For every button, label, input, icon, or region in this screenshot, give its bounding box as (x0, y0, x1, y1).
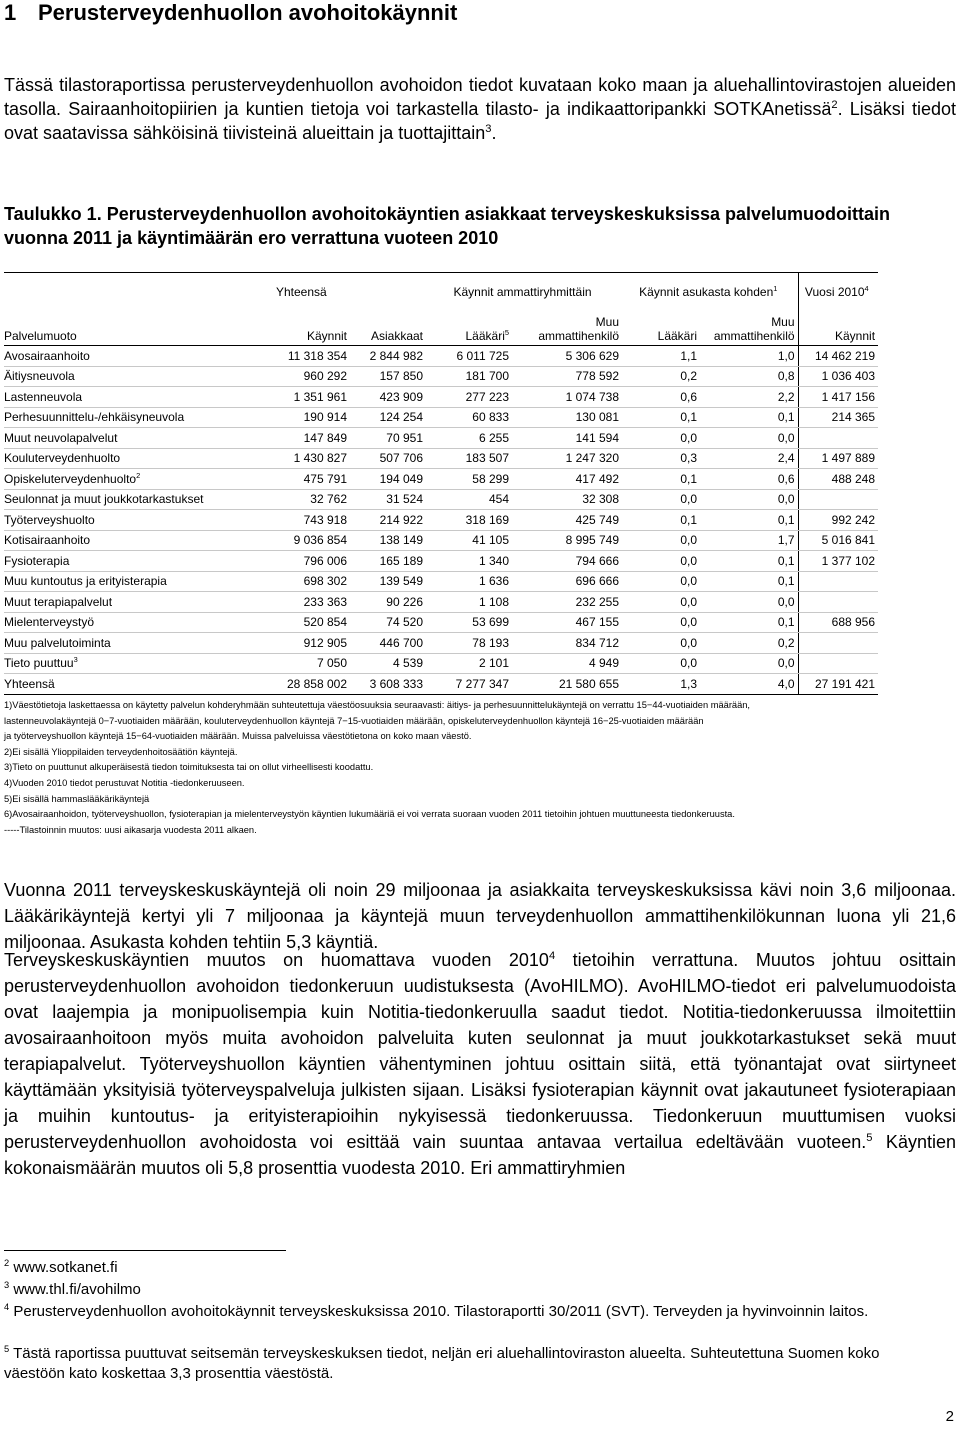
cell-visits-2010 (798, 571, 878, 592)
service-name: Työterveyshuolto (4, 510, 266, 531)
table-note: lastenneuvolakäyntejä 0−7-vuotiaiden määrään, kouluterveydenhuollon käyntejä 7−15-vuotiaiden määrään, opiskeluterveydenhuollon käyntejä 16−25-vuotiaiden määrään (4, 715, 704, 726)
cell-other-visits: 425 749 (512, 510, 622, 531)
column-header-row (4, 299, 878, 346)
cell-other-per-resident: 2,4 (700, 448, 798, 469)
footnote: $^3$ www.thl.fi/avohilmo (4, 1280, 141, 1298)
cell-doctor-per-resident: 0,0 (622, 551, 700, 572)
service-name: Muu kuntoutus ja erityisterapia (4, 571, 266, 592)
footnote-ref: 3 (485, 123, 492, 135)
cell-visits-2010 (798, 653, 878, 674)
statistics-table (4, 272, 878, 695)
cell-clients: 90 226 (350, 592, 426, 613)
cell-clients: 138 149 (350, 530, 426, 551)
service-name: Perhesuunnittelu-/ehkäisyneuvola (4, 407, 266, 428)
table-row (4, 469, 878, 490)
cell-doctor-visits: 277 223 (426, 387, 512, 408)
intro-paragraph (4, 73, 956, 145)
cell-visits-2010: 1 497 889 (798, 448, 878, 469)
group-header-per-resident: Käynnit asukasta kohden$^1$ (622, 273, 798, 300)
col-header-service: Palvelumuoto (4, 329, 77, 343)
service-name: Yhteensä (4, 674, 266, 695)
service-name: Muut terapiapalvelut (4, 592, 266, 613)
cell-other-per-resident: 0,8 (700, 366, 798, 387)
cell-doctor-visits: 7 277 347 (426, 674, 512, 695)
cell-doctor-per-resident: 0,0 (622, 530, 700, 551)
col-header-doctor-per-resident: Lääkäri (657, 329, 698, 343)
service-name: Seulonnat ja muut joukkotarkastukset (4, 489, 266, 510)
cell-other-visits: 794 666 (512, 551, 622, 572)
cell-clients: 157 850 (350, 366, 426, 387)
section-title: Perusterveydenhuollon avohoitokäynnit (38, 0, 458, 25)
section-heading (4, 0, 457, 26)
table-row (4, 571, 878, 592)
cell-doctor-visits: 60 833 (426, 407, 512, 428)
service-name: Kotisairaanhoito (4, 530, 266, 551)
intro-text-2: . Lisäksi tiedot ovat saatavissa sähköisinä tiivisteinä alueittain ja tuottajittain (4, 99, 957, 143)
cell-other-per-resident: 1,0 (700, 346, 798, 367)
service-name: Kouluterveydenhuolto (4, 448, 266, 469)
cell-visits-2010: 1 417 156 (798, 387, 878, 408)
table-note: ja työterveyshuollon käyntejä 15−64-vuotiaiden määrään. Muissa palveluissa väestötietona on koko maan väestö. (4, 731, 472, 742)
table-body (4, 346, 878, 695)
service-name: Fysioterapia (4, 551, 266, 572)
table-total-row (4, 674, 878, 695)
section-number: 1 (4, 0, 17, 25)
service-name: Muut neuvolapalvelut (4, 428, 266, 449)
page-number: 2 (945, 1408, 954, 1425)
table-row (4, 407, 878, 428)
cell-clients: 165 189 (350, 551, 426, 572)
cell-visits-2010: 1 377 102 (798, 551, 878, 572)
table-row (4, 346, 878, 367)
cell-doctor-visits: 318 169 (426, 510, 512, 531)
cell-doctor-visits: 2 101 (426, 653, 512, 674)
group-header-row (4, 273, 878, 300)
cell-other-per-resident: 0,1 (700, 571, 798, 592)
cell-other-visits: 778 592 (512, 366, 622, 387)
footnote-divider (4, 1250, 286, 1251)
table-row (4, 592, 878, 613)
cell-doctor-per-resident: 0,0 (622, 428, 700, 449)
cell-visits: 1 351 961 (266, 387, 350, 408)
cell-visits: 743 918 (266, 510, 350, 531)
cell-doctor-visits: 1 340 (426, 551, 512, 572)
cell-visits: 9 036 854 (266, 530, 350, 551)
cell-clients: 124 254 (350, 407, 426, 428)
cell-clients: 4 539 (350, 653, 426, 674)
cell-other-per-resident: 0,0 (700, 592, 798, 613)
footnote: $^5$ Tästä raportissa puuttuvat seitsemän terveyskeskuksen tiedot, neljän eri aluehallintoviraston alueelta. Suhteutettuna Suomen koko väestöön kato koskettaa 3,3 prosenttia väestöstä. (4, 1344, 880, 1382)
group-header-year-2010: Vuosi 2010$^4$ (798, 273, 878, 300)
cell-doctor-per-resident: 0,1 (622, 510, 700, 531)
cell-visits: 796 006 (266, 551, 350, 572)
cell-visits: 520 854 (266, 612, 350, 633)
table-row (4, 510, 878, 531)
cell-other-per-resident: 0,1 (700, 551, 798, 572)
cell-doctor-per-resident: 0,6 (622, 387, 700, 408)
cell-doctor-visits: 183 507 (426, 448, 512, 469)
cell-other-visits: 32 308 (512, 489, 622, 510)
cell-doctor-per-resident: 1,3 (622, 674, 700, 695)
cell-visits: 912 905 (266, 633, 350, 654)
group-header-by-profession: Käynnit ammattiryhmittäin (426, 273, 622, 300)
cell-visits-2010: 992 242 (798, 510, 878, 531)
table-row (4, 530, 878, 551)
cell-visits: 28 858 002 (266, 674, 350, 695)
cell-clients: 214 922 (350, 510, 426, 531)
cell-other-visits: 4 949 (512, 653, 622, 674)
table-caption: Taulukko 1. Perusterveydenhuollon avohoitokäyntien asiakkaat terveyskeskuksissa palvelumuodoittain vuonna 2011 ja käyntimäärän ero verrattuna vuoteen 2010 (4, 204, 890, 248)
table-note: 6)Avosairaanhoidon, työterveyshuollon, fysioterapian ja mielenterveystyön käyntien lukumääriä ei voi verrata suoraan vuoden 2011 tietoihin johtuen muuttuneesta tiedonkeruusta. (4, 809, 735, 820)
cell-clients: 194 049 (350, 469, 426, 490)
paragraph-2: Terveyskeskuskäyntien muutos on huomattava vuoden 2010$^4$ tietoihin verrattuna. Muutos johtuu osittain perusterveydenhuollon avohoidon tiedonkeruun uudistuksesta (AvoHILMO). AvoHILMO-tiedot eri palvelumuodoista ovat laajempia ja monipuolisempia kuin Notitia-tiedonkeruulla saadut tiedot. Notitia-tiedonkeruussa ilmoitettiin avosairaanhoitoon myös muita avohoidon palveluita kuten seulonnat ja muut joukkotarkastukset sekä muut terapiapalvelut. Työterveyshuollon käyntien vähentyminen johtuu osittain siitä, että työnantajat ovat siirtyneet käyttämään yksityisiä työterveyspalveluja julkisten sijaan. Lisäksi fysioterapian käynnit ovat jakautuneet fysioterapiaan ja muihin kuntoutus- ja erityisterapioihin nykyisessä tiedonkeruussa. Tiedonkeruun muuttumisen vuoksi perusterveydenhuollon avohoidosta voi esittää vain suuntaa antavaa vertailua edeltävään vuoteen.$^5$ Käyntien kokonaismäärän muutos oli 5,8 prosenttia vuodesta 2010. Eri ammattiryhmien (4, 950, 956, 1178)
cell-other-visits: 5 306 629 (512, 346, 622, 367)
service-name: Opiskeluterveydenhuolto$^2$ (4, 469, 266, 490)
intro-text: Tässä tilastoraportissa perusterveydenhuollon avohoidon tiedot kuvataan koko maan ja aluehallintovirastojen alueiden tasolla. Sairaanhoitopiirien ja kuntien tietoja voi tarkastella tilasto- ja indikaattoripankki SOTKAnetissä (4, 75, 956, 119)
cell-other-visits: 21 580 655 (512, 674, 622, 695)
table-note: 2)Ei sisällä Ylioppilaiden terveydenhoitosäätiön käyntejä. (4, 746, 238, 757)
cell-other-visits: 130 081 (512, 407, 622, 428)
cell-doctor-visits: 41 105 (426, 530, 512, 551)
table-row (4, 633, 878, 654)
cell-other-visits: 417 492 (512, 469, 622, 490)
cell-doctor-per-resident: 0,1 (622, 407, 700, 428)
table-row (4, 489, 878, 510)
cell-doctor-per-resident: 0,0 (622, 633, 700, 654)
table-notes (4, 698, 904, 838)
cell-clients: 3 608 333 (350, 674, 426, 695)
cell-doctor-per-resident: 0,0 (622, 489, 700, 510)
cell-visits: 960 292 (266, 366, 350, 387)
cell-doctor-per-resident: 0,0 (622, 571, 700, 592)
cell-visits: 147 849 (266, 428, 350, 449)
cell-visits: 11 318 354 (266, 346, 350, 367)
cell-visits: 190 914 (266, 407, 350, 428)
cell-visits: 233 363 (266, 592, 350, 613)
col-header-visits: Käynnit (306, 329, 347, 343)
col-header-doctor: Lääkäri$^5$ (465, 328, 509, 343)
group-header-total: Yhteensä (266, 273, 426, 300)
cell-visits-2010: 688 956 (798, 612, 878, 633)
cell-other-per-resident: 0,0 (700, 489, 798, 510)
cell-clients: 70 951 (350, 428, 426, 449)
cell-other-per-resident: 0,0 (700, 653, 798, 674)
cell-other-per-resident: 4,0 (700, 674, 798, 695)
cell-clients: 2 844 982 (350, 346, 426, 367)
cell-visits-2010: 5 016 841 (798, 530, 878, 551)
footnote-ref: 4 (548, 950, 556, 962)
table-row (4, 653, 878, 674)
table-note: 5)Ei sisällä hammaslääkärikäyntejä (4, 793, 150, 804)
cell-doctor-visits: 1 636 (426, 571, 512, 592)
cell-doctor-per-resident: 0,1 (622, 469, 700, 490)
cell-visits-2010: 214 365 (798, 407, 878, 428)
cell-visits-2010: 1 036 403 (798, 366, 878, 387)
service-name: Tieto puuttuu$^3$ (4, 653, 266, 674)
cell-doctor-per-resident: 1,1 (622, 346, 700, 367)
cell-other-visits: 1 074 738 (512, 387, 622, 408)
table-note: 4)Vuoden 2010 tiedot perustuvat Notitia -tiedonkeruuseen. (4, 777, 245, 788)
cell-doctor-per-resident: 0,0 (622, 612, 700, 633)
table-row (4, 366, 878, 387)
cell-doctor-visits: 6 011 725 (426, 346, 512, 367)
cell-other-per-resident: 0,0 (700, 428, 798, 449)
col-header-clients: Asiakkaat (370, 329, 423, 343)
cell-clients: 446 700 (350, 633, 426, 654)
cell-doctor-visits: 53 699 (426, 612, 512, 633)
cell-clients: 139 549 (350, 571, 426, 592)
cell-visits: 32 762 (266, 489, 350, 510)
cell-other-visits: 696 666 (512, 571, 622, 592)
cell-other-per-resident: 2,2 (700, 387, 798, 408)
cell-other-per-resident: 0,1 (700, 407, 798, 428)
table-row (4, 387, 878, 408)
cell-visits: 475 791 (266, 469, 350, 490)
cell-visits-2010: 488 248 (798, 469, 878, 490)
cell-doctor-visits: 181 700 (426, 366, 512, 387)
service-name: Muu palvelutoiminta (4, 633, 266, 654)
cell-doctor-per-resident: 0,2 (622, 366, 700, 387)
table-note: 1)Väestötietoja laskettaessa on käytetty palvelun kohderyhmään suhteutettuja väestöosuuksia seuraavasti: äitiys- ja perhesuunnittelukäyntejä on verrattu 15−44-vuotiaiden määrään, (4, 700, 751, 710)
cell-visits-2010: 27 191 421 (798, 674, 878, 695)
cell-doctor-per-resident: 0,0 (622, 592, 700, 613)
paragraph-1: Vuonna 2011 terveyskeskuskäyntejä oli noin 29 miljoonaa ja asiakkaita terveyskeskuksissa kävi noin 3,6 miljoonaa. Lääkärikäyntejä kertyi yli 7 miljoonaa ja käyntejä muun terveydenhuollon ammattihenkilökunnan luona yli 21,6 miljoonaa. Asukasta kohden tehtiin 5,3 käyntiä. (4, 880, 956, 952)
cell-other-visits: 141 594 (512, 428, 622, 449)
cell-other-visits: 1 247 320 (512, 448, 622, 469)
cell-visits-2010 (798, 489, 878, 510)
footnote-ref: 5 (866, 1132, 873, 1144)
service-name: Avosairaanhoito (4, 346, 266, 367)
cell-other-visits: 8 995 749 (512, 530, 622, 551)
table-row (4, 428, 878, 449)
cell-doctor-visits: 1 108 (426, 592, 512, 613)
cell-clients: 423 909 (350, 387, 426, 408)
cell-other-visits: 834 712 (512, 633, 622, 654)
table-note: -----Tilastoinnin muutos: uusi aikasarja vuodesta 2011 alkaen. (4, 824, 257, 835)
footnote: $^2$ www.sotkanet.fi (4, 1258, 118, 1276)
cell-visits: 7 050 (266, 653, 350, 674)
cell-clients: 507 706 (350, 448, 426, 469)
col-header-visits-2010: Käynnit (798, 299, 878, 346)
cell-visits-2010 (798, 592, 878, 613)
cell-other-per-resident: 1,7 (700, 530, 798, 551)
cell-clients: 74 520 (350, 612, 426, 633)
cell-visits-2010: 14 462 219 (798, 346, 878, 367)
col-header-other: Muu ammattihenkilö (538, 315, 620, 343)
cell-other-visits: 467 155 (512, 612, 622, 633)
cell-other-per-resident: 0,1 (700, 612, 798, 633)
cell-doctor-visits: 6 255 (426, 428, 512, 449)
service-name: Lastenneuvola (4, 387, 266, 408)
service-name: Äitiysneuvola (4, 366, 266, 387)
cell-visits: 698 302 (266, 571, 350, 592)
table-row (4, 448, 878, 469)
cell-other-per-resident: 0,6 (700, 469, 798, 490)
cell-other-visits: 232 255 (512, 592, 622, 613)
col-header-other-per-resident: Muu ammattihenkilö (713, 315, 795, 343)
cell-visits-2010 (798, 633, 878, 654)
table-row (4, 551, 878, 572)
table-note: 3)Tieto on puuttunut alkuperäisestä tiedon toimituksesta tai on ollut virheellisesti koodattu. (4, 762, 374, 773)
cell-other-per-resident: 0,1 (700, 510, 798, 531)
cell-doctor-visits: 78 193 (426, 633, 512, 654)
cell-doctor-per-resident: 0,0 (622, 653, 700, 674)
footnote-ref: 2 (831, 99, 838, 111)
cell-visits-2010 (798, 428, 878, 449)
footnote: $^4$ Perusterveydenhuollon avohoitokäynnit terveyskeskuksissa 2010. Tilastoraportti 30/2011 (SVT). Terveyden ja hyvinvoinnin laitos. (4, 1302, 869, 1320)
cell-doctor-per-resident: 0,3 (622, 448, 700, 469)
cell-doctor-visits: 454 (426, 489, 512, 510)
table-row (4, 612, 878, 633)
cell-clients: 31 524 (350, 489, 426, 510)
cell-doctor-visits: 58 299 (426, 469, 512, 490)
intro-text-3: . (491, 123, 497, 143)
cell-visits: 1 430 827 (266, 448, 350, 469)
cell-other-per-resident: 0,2 (700, 633, 798, 654)
service-name: Mielenterveystyö (4, 612, 266, 633)
